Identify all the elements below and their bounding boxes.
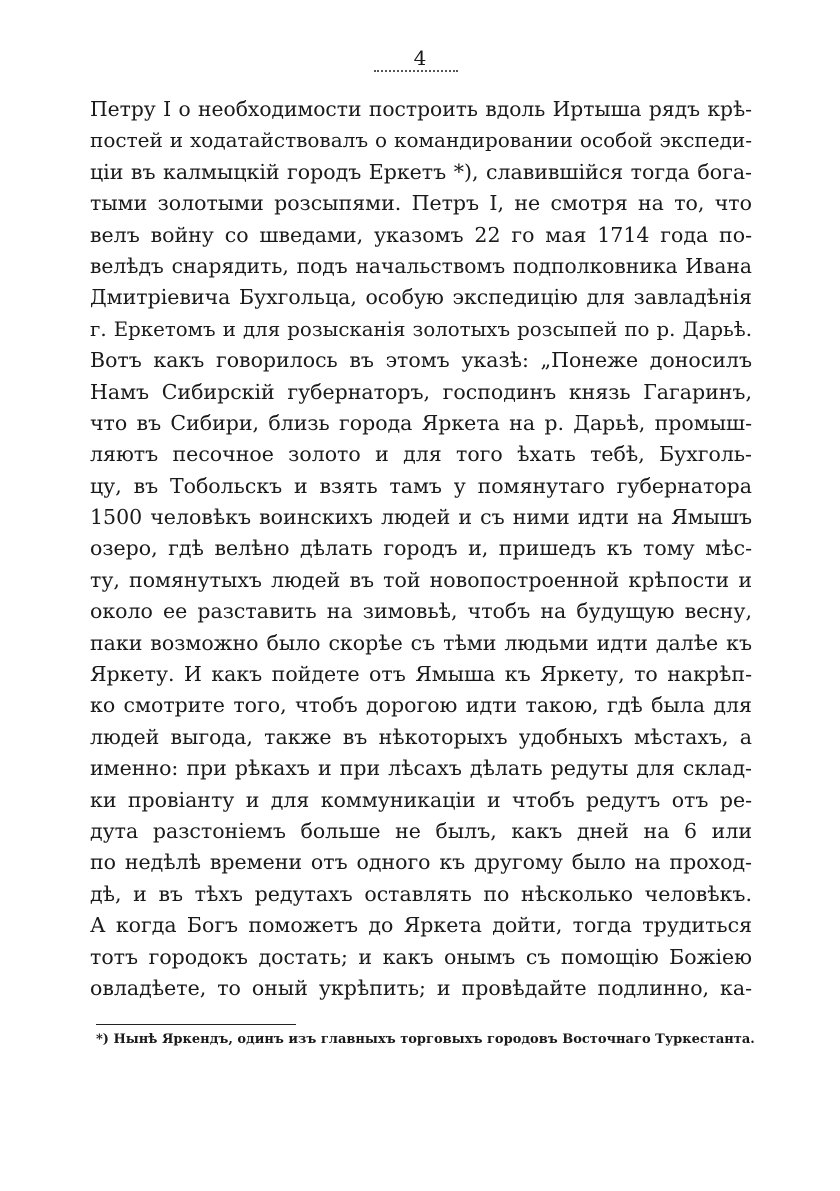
- text-line: по недѣлѣ времени отъ одного къ другому было на проход-: [90, 850, 752, 875]
- text-line: цу, въ Тобольскъ и взять тамъ у помянутаго губернатора: [90, 473, 752, 498]
- text-line: ляютъ песочное золото и для того ѣхать тебѣ, Бухголь-: [90, 442, 752, 467]
- text-line: 1500 человѣкъ воинскихъ людей и съ ними идти на Ямышъ: [90, 505, 752, 530]
- page-number: 4: [413, 46, 427, 70]
- text-line: Яркету. И какъ пойдете отъ Ямыша къ Яркету, то накрѣп-: [90, 662, 752, 687]
- text-line: ту, помянутыхъ людей въ той новопостроенной крѣпости и: [90, 567, 752, 592]
- text-line: людей выгода, также въ нѣкоторыхъ удобныхъ мѣстахъ, а: [90, 724, 752, 749]
- text-line: именно: при рѣкахъ и при лѣсахъ дѣлать редуты для склад-: [90, 756, 752, 781]
- text-line: Петру I о необходимости построить вдоль Иртыша рядъ крѣ-: [90, 97, 752, 121]
- text-line: ко смотрите того, чтобъ дорогою идти такою, гдѣ была для: [90, 693, 752, 718]
- text-line: паки возможно было скорѣе съ тѣми людьми идти далѣе къ: [90, 630, 752, 655]
- text-line: что въ Сибири, близь города Яркета на р. Дарьѣ, промыш-: [90, 410, 752, 435]
- text-line: дѣ, и въ тѣхъ редутахъ оставлять по нѣсколько человѣкъ.: [90, 881, 752, 906]
- text-line: тотъ городокъ достать; и какъ онымъ съ помощію Божіею: [90, 944, 752, 969]
- footnote: *) Нынѣ Яркендъ, одинъ изъ главныхъ торговыхъ городовъ Восточнаго Туркестанта.: [96, 1032, 755, 1047]
- text-line: дута разстоніемъ больше не былъ, какъ дней на 6 или: [90, 818, 752, 843]
- header-dotted-rule: [374, 70, 458, 72]
- text-line: велъ войну со шведами, указомъ 22 го мая 1714 года по-: [90, 222, 752, 247]
- footnote-rule: [96, 1024, 296, 1025]
- text-line: г. Еркетомъ и для розысканія золотыхъ розсыпей по р. Дарьѣ.: [90, 317, 752, 341]
- text-line: велѣдъ снарядить, подъ начальствомъ подполковника Ивана: [90, 253, 752, 278]
- text-line: Намъ Сибирскій губернаторъ, господинъ князь Гагаринъ,: [90, 379, 752, 404]
- text-line: ціи въ калмыцкій городъ Еркетъ *), славившійся тогда бога-: [90, 159, 752, 184]
- text-line: Дмитріевича Бухгольца, особую экспедицію для завладѣнія: [90, 285, 752, 310]
- text-line: постей и ходатайствовалъ о командировании особой экспеди-: [90, 128, 752, 153]
- text-line: тыми золотыми розсыпями. Петръ I, не смотря на то, что: [90, 191, 752, 216]
- body-text: [90, 94, 752, 1004]
- text-line: А когда Богъ поможетъ до Яркета дойти, тогда трудиться: [90, 913, 752, 938]
- text-line: около ее разставить на зимовьѣ, чтобъ на будущую весну,: [90, 599, 752, 624]
- text-line: ки провіанту и для коммуникаціи и чтобъ редутъ отъ ре-: [90, 787, 752, 812]
- text-line: овладѣете, то оный укрѣпить; и провѣдайте подлинно, ка-: [90, 975, 752, 1000]
- text-line: Вотъ какъ говорилось въ этомъ указѣ: „Понеже доносилъ: [90, 348, 752, 373]
- text-line: озеро, гдѣ велѣно дѣлать городъ и, пришедъ къ тому мѣс-: [90, 536, 752, 561]
